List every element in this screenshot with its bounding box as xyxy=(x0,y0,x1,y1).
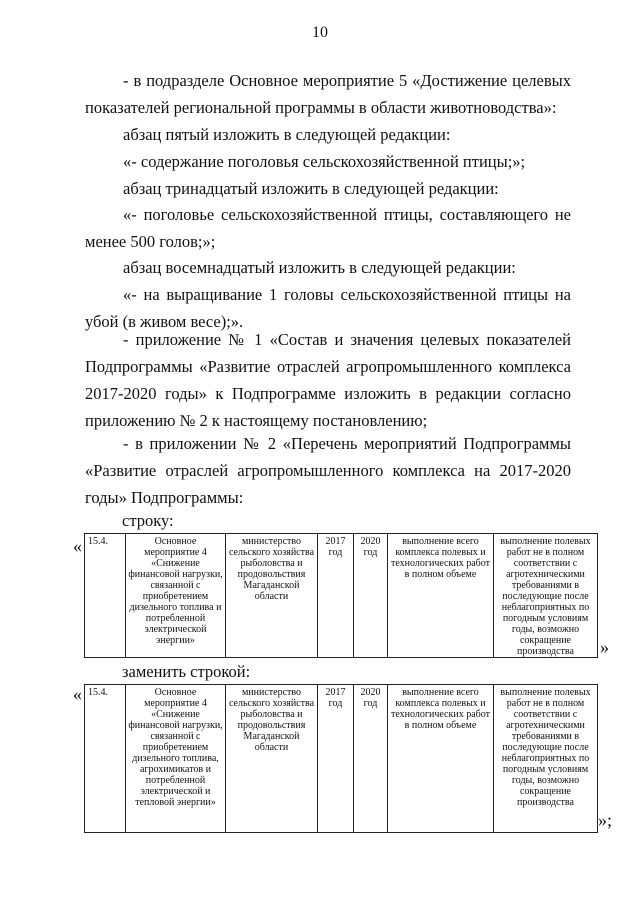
open-quote-new: « xyxy=(73,684,82,704)
close-quote-old: » xyxy=(600,637,609,657)
cell-name: Основное мероприятие 4 «Снижение финансовой нагрузки, связанной с приобретением дизельного топлива и потребленной электрической энергии» xyxy=(126,534,226,658)
cell-result: выполнение всего комплекса полевых и технологических работ в полном объеме xyxy=(388,534,494,658)
label-row: строку: xyxy=(122,511,174,530)
cell-consequence: выполнение полевых работ не в полном соответствии с агротехническими требованиями в последующие после неблагоприятных по погодным условиям годы, возможно сокращение производства xyxy=(494,685,598,833)
cell-year-start: 2017 год xyxy=(318,534,354,658)
paragraph-abzac-18: абзац восемнадцатый изложить в следующей редакции: xyxy=(123,258,516,277)
paragraph-appendix-1: - приложение № 1 «Состав и значения целевых показателей Подпрограммы «Развитие отраслей агропромышленного комплекса 2017-2020 годы» к Подпрограмме изложить в редакции согласно приложению № 2 к настоящему постановлению; xyxy=(85,330,571,430)
paragraph-poultry-content: «- содержание поголовья сельскохозяйственной птицы;»; xyxy=(123,152,526,171)
cell-executor: министерство сельского хозяйства рыболовства и продовольствия Магаданской области xyxy=(226,534,318,658)
table-row-new xyxy=(84,684,598,833)
cell-year-end: 2020 год xyxy=(354,685,388,833)
paragraph-abzac-5: абзац пятый изложить в следующей редакции: xyxy=(123,125,451,144)
table-row-old xyxy=(84,533,598,658)
cell-consequence: выполнение полевых работ не в полном соответствии с агротехническими требованиями в последующие после неблагоприятных по погодным условиям годы, возможно сокращение производства xyxy=(494,534,598,658)
cell-year-start: 2017 год xyxy=(318,685,354,833)
cell-num: 15.4. xyxy=(85,534,126,658)
cell-name: Основное мероприятие 4 «Снижение финансовой нагрузки, связанной с приобретением дизельного топлива, агрохимикатов и потребленной электрической и тепловой энергии» xyxy=(126,685,226,833)
page-number: 10 xyxy=(312,24,328,41)
paragraph-subsection-5: - в подразделе Основное мероприятие 5 «Достижение целевых показателей региональной программы в области животноводства»: xyxy=(85,71,571,117)
paragraph-poultry-slaughter: «- на выращивание 1 головы сельскохозяйственной птицы на убой (в живом весе);». xyxy=(85,285,571,331)
paragraph-appendix-2: - в приложении № 2 «Перечень мероприятий Подпрограммы «Развитие отраслей агропромышленного комплекса на 2017-2020 годы» Подпрограммы: xyxy=(85,434,571,507)
close-quote-new: »; xyxy=(598,810,613,830)
label-replace: заменить строкой: xyxy=(122,662,251,681)
cell-executor: министерство сельского хозяйства рыболовства и продовольствия Магаданской области xyxy=(226,685,318,833)
paragraph-poultry-stock: «- поголовье сельскохозяйственной птицы, составляющего не менее 500 голов;»; xyxy=(85,205,571,251)
open-quote-old: « xyxy=(73,536,82,556)
paragraph-abzac-13: абзац тринадцатый изложить в следующей редакции: xyxy=(123,179,499,198)
cell-num: 15.4. xyxy=(85,685,126,833)
cell-result: выполнение всего комплекса полевых и технологических работ в полном объеме xyxy=(388,685,494,833)
cell-year-end: 2020 год xyxy=(354,534,388,658)
